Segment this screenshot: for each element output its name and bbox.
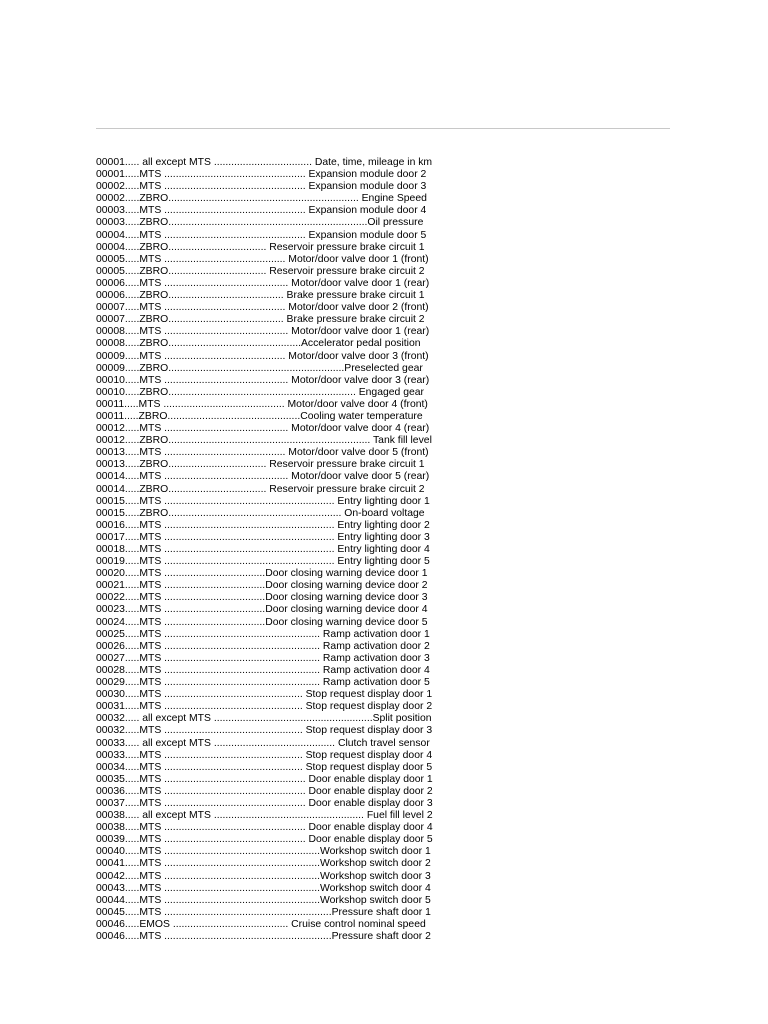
- list-item: 00004.....MTS ................................................. Expansion module door 5: [96, 229, 427, 241]
- list-item: 00009.....ZBRO.............................................................Preselected gear: [96, 362, 423, 374]
- list-item: 00003.....ZBRO.....................................................................Oil pressure: [96, 217, 424, 229]
- list-item: 00003.....MTS ................................................. Expansion module door 4: [96, 205, 427, 217]
- list-item: 00014.....MTS ........................................... Motor/door valve door 5 (rear): [96, 471, 430, 483]
- list-item: 00006.....MTS ........................................... Motor/door valve door 1 (rear): [96, 277, 430, 289]
- list-item: 00013.....MTS .......................................... Motor/door valve door 5 (front): [96, 447, 429, 459]
- list-item: 00023.....MTS ...................................Door closing warning device door 4: [96, 604, 428, 616]
- list-item: 00009.....MTS .......................................... Motor/door valve door 3 (front): [96, 350, 429, 362]
- list-item: 00015.....MTS ........................................................... Entry lighting door 1: [96, 495, 430, 507]
- list-item: 00035.....MTS ................................................. Door enable display door 1: [96, 773, 433, 785]
- list-item: 00034.....MTS ................................................ Stop request display door 5: [96, 761, 433, 773]
- list-item: 00019.....MTS ........................................................... Entry lighting door 5: [96, 556, 430, 568]
- list-item: 00018.....MTS ........................................................... Entry lighting door 4: [96, 544, 430, 555]
- list-item: 00025.....MTS ...................................................... Ramp activation door 1: [96, 628, 430, 640]
- list-item: 00005.....ZBRO.................................. Reservoir pressure brake circuit 2: [96, 265, 425, 277]
- list-item: 00010.....ZBRO................................................................. Engaged gear: [96, 386, 425, 398]
- list-item: 00046.....MTS ..........................................................Pressure shaft door 2: [96, 931, 431, 942]
- list-item: 00045.....MTS ..........................................................Pressure shaft door 1: [96, 906, 431, 918]
- list-item: 00033.....MTS ................................................ Stop request display door 4: [96, 749, 433, 761]
- list-item: 00038..... all except MTS .................................................... Fuel fill level 2: [96, 810, 433, 822]
- list-item: 00008.....ZBRO..............................................Accelerator pedal position: [96, 338, 421, 350]
- list-item: 00001..... all except MTS .................................. Date, time, mileage in km: [96, 157, 433, 168]
- list-item: 00005.....MTS .......................................... Motor/door valve door 1 (front): [96, 253, 429, 265]
- list-item: 00044.....MTS ......................................................Workshop switch door 5: [96, 894, 431, 906]
- list-item: 00007.....MTS .......................................... Motor/door valve door 2 (front): [96, 302, 429, 314]
- list-item: 00043.....MTS ......................................................Workshop switch door 4: [96, 882, 431, 894]
- list-item: 00022.....MTS ...................................Door closing warning device door 3: [96, 592, 428, 604]
- list-item: 00014.....ZBRO.................................. Reservoir pressure brake circuit 2: [96, 483, 425, 495]
- list-item: 00006.....ZBRO........................................ Brake pressure brake circuit 1: [96, 290, 425, 302]
- list-item: 00041.....MTS ......................................................Workshop switch door 2: [96, 858, 431, 870]
- list-item: 00027.....MTS ...................................................... Ramp activation door 3: [96, 652, 430, 664]
- list-item: 00024.....MTS ...................................Door closing warning device door 5: [96, 616, 428, 628]
- list-item: 00029.....MTS ...................................................... Ramp activation door 5: [96, 677, 430, 689]
- list-item: 00015.....ZBRO............................................................ On-board voltage: [96, 507, 425, 519]
- header-divider: [96, 128, 670, 129]
- list-item: 00007.....ZBRO........................................ Brake pressure brake circuit 2: [96, 314, 425, 326]
- list-item: 00042.....MTS ......................................................Workshop switch door 3: [96, 870, 431, 882]
- list-item: 00046.....EMOS ........................................ Cruise control nominal speed: [96, 918, 426, 930]
- list-item: 00002.....MTS ................................................. Expansion module door 3: [96, 181, 427, 193]
- list-item: 00012.....ZBRO...................................................................... Tank fill level: [96, 435, 432, 447]
- list-item: 00017.....MTS ........................................................... Entry lighting door 3: [96, 531, 430, 543]
- list-item: 00032.....MTS ................................................ Stop request display door 3: [96, 725, 433, 737]
- list-item: 00038.....MTS ................................................. Door enable display door 4: [96, 822, 433, 834]
- parameter-list: [96, 157, 433, 943]
- list-item: 00040.....MTS ......................................................Workshop switch door 1: [96, 846, 431, 858]
- list-item: 00008.....MTS ........................................... Motor/door valve door 1 (rear): [96, 326, 430, 338]
- list-item: 00033..... all except MTS .......................................... Clutch travel sensor: [96, 737, 430, 749]
- list-item: 00001.....MTS ................................................. Expansion module door 2: [96, 169, 427, 181]
- list-item: 00010.....MTS ........................................... Motor/door valve door 3 (rear): [96, 374, 430, 386]
- list-item: 00002.....ZBRO.................................................................. Engine Speed: [96, 193, 427, 205]
- list-item: 00036.....MTS ................................................. Door enable display door 2: [96, 785, 433, 797]
- list-item: 00021.....MTS ...................................Door closing warning device door 2: [96, 580, 428, 592]
- list-item: 00030.....MTS ................................................ Stop request display door 1: [96, 689, 433, 701]
- list-item: 00004.....ZBRO.................................. Reservoir pressure brake circuit 1: [96, 241, 425, 253]
- list-item: 00012.....MTS ........................................... Motor/door valve door 4 (rear): [96, 423, 430, 435]
- list-item: 00011.....ZBRO..............................................Cooling water temperature: [96, 410, 423, 422]
- list-item: 00037.....MTS ................................................. Door enable display door 3: [96, 797, 433, 809]
- list-item: 00039.....MTS ................................................. Door enable display door 5: [96, 834, 433, 846]
- list-item: 00011.....MTS .......................................... Motor/door valve door 4 (front): [96, 398, 428, 410]
- list-item: 00020.....MTS ...................................Door closing warning device door 1: [96, 568, 428, 580]
- list-item: 00026.....MTS ...................................................... Ramp activation door 2: [96, 640, 430, 652]
- list-item: 00031.....MTS ................................................ Stop request display door 2: [96, 701, 433, 713]
- list-item: 00028.....MTS ...................................................... Ramp activation door 4: [96, 664, 430, 676]
- list-item: 00013.....ZBRO.................................. Reservoir pressure brake circuit 1: [96, 459, 425, 471]
- list-item: 00032..... all except MTS .......................................................Split position: [96, 713, 432, 725]
- list-item: 00016.....MTS ........................................................... Entry lighting door 2: [96, 519, 430, 531]
